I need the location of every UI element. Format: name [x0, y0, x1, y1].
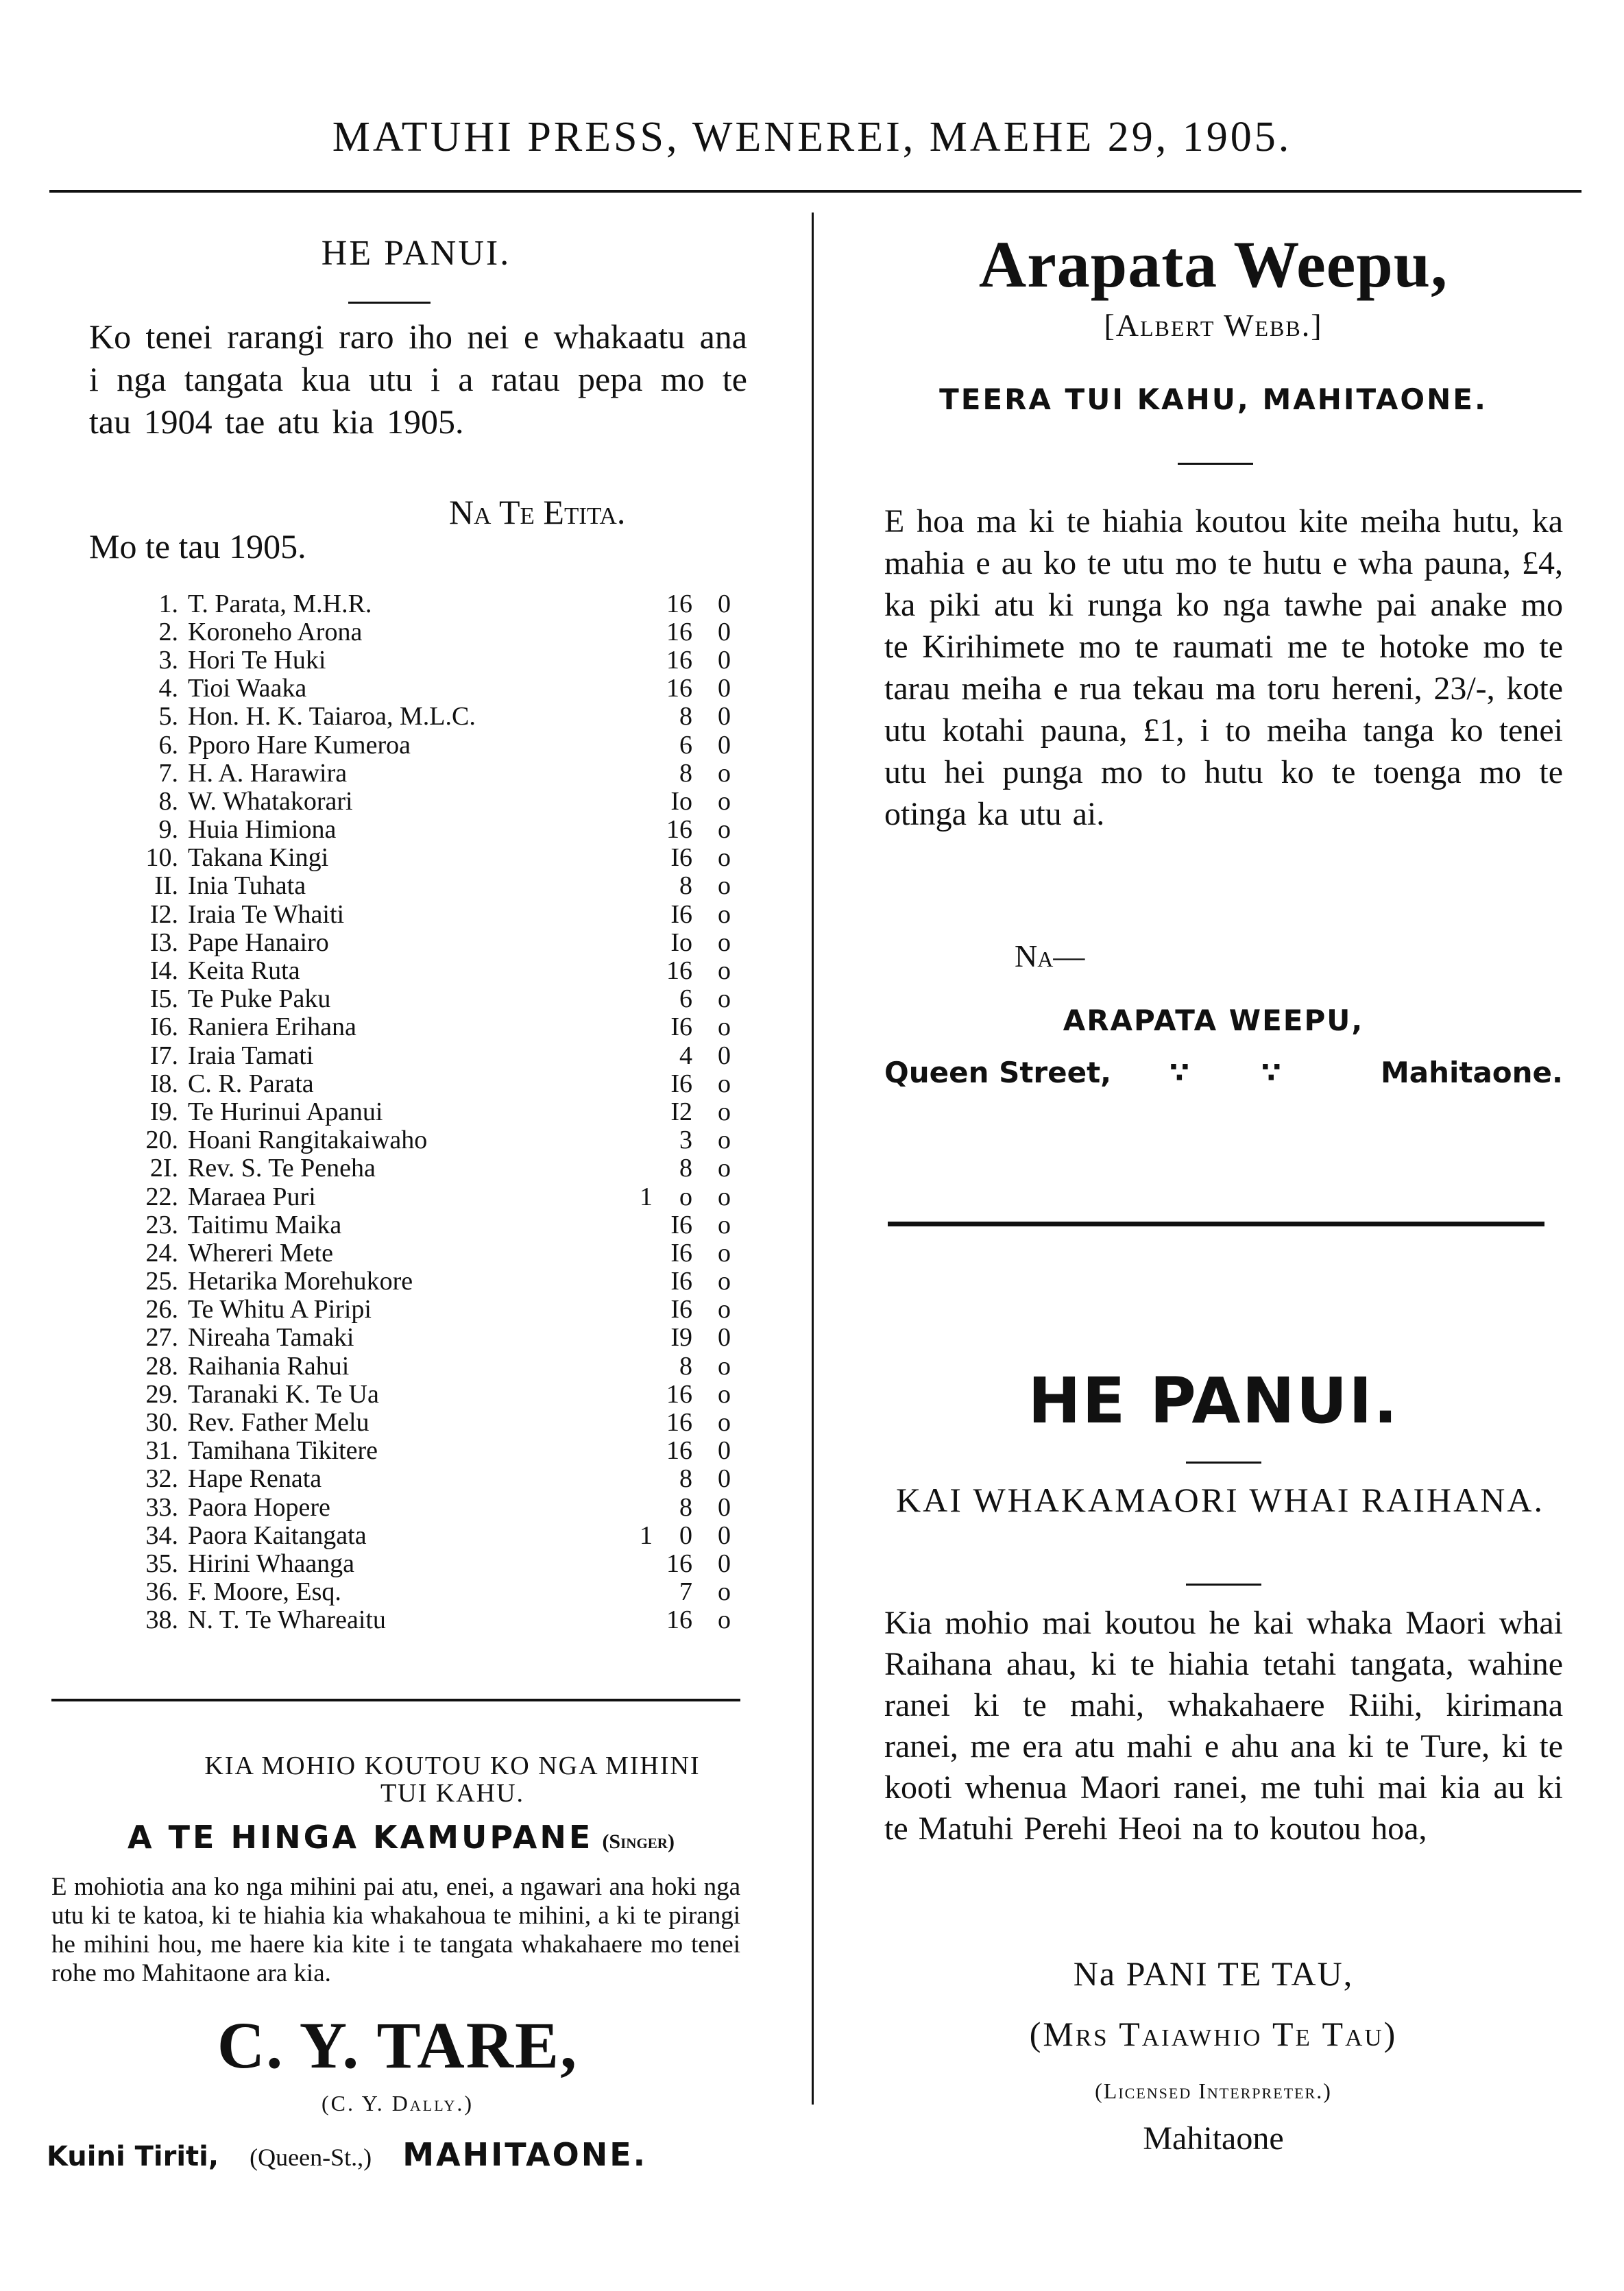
subscriber-row — [96, 703, 731, 731]
subscriber-pence: o — [718, 1379, 731, 1409]
subscriber-row — [96, 1408, 731, 1436]
subscriber-name: Iraia Te Whaiti — [188, 899, 345, 929]
subscriber-pounds — [620, 703, 653, 731]
subscriber-name: Pporo Hare Kumeroa — [188, 730, 411, 760]
subscriber-shillings: I6 — [670, 1238, 692, 1268]
subscriber-pounds — [620, 1465, 653, 1493]
subscriber-pounds — [620, 1154, 653, 1183]
interpreter-subtitle-rule — [1186, 1584, 1261, 1586]
subscriber-name: Koroneho Arona — [188, 617, 363, 646]
subscriber-name: Raihania Rahui — [188, 1351, 350, 1381]
subscriber-name: Maraea Puri — [188, 1182, 316, 1211]
tailor-trade: TEERA TUI KAHU, MAHITAONE. — [939, 383, 1488, 416]
subscriber-pence: o — [718, 1154, 731, 1183]
subscriber-shillings: I2 — [670, 1097, 692, 1126]
subscriber-shillings: 16 — [666, 589, 692, 618]
subscriber-row — [96, 1380, 731, 1408]
subscriber-shillings: I6 — [670, 1013, 692, 1042]
singer-town: MAHITAONE. — [402, 2136, 648, 2173]
subscriber-number: 24. — [145, 1238, 178, 1268]
subscriber-name: Te Puke Paku — [188, 984, 331, 1014]
subscriber-row — [96, 1126, 731, 1154]
subscriber-pence: 0 — [718, 1041, 731, 1070]
subscriber-row — [96, 1239, 731, 1267]
subscriber-pence: o — [718, 1605, 731, 1635]
tailor-name: Arapata Weepu, — [978, 228, 1449, 301]
subscriber-pounds — [620, 759, 653, 787]
title-rule — [348, 302, 431, 304]
subscriber-number: 33. — [145, 1492, 178, 1522]
subscriber-name: H. A. Harawira — [188, 758, 348, 788]
subscriber-pence: 0 — [718, 1492, 731, 1522]
subscriber-number: 7. — [158, 758, 178, 788]
tailor-signature: ARAPATA WEEPU, — [1063, 1004, 1364, 1037]
subscriber-number: 10. — [145, 843, 178, 873]
subscriber-shillings: I6 — [670, 1295, 692, 1324]
subscriber-pence: 0 — [718, 702, 731, 731]
interpreter-body: Kia mohio mai koutou he kai whaka Maori whai Raihana ahau, ki te hiahia tetahi tangata, wahine ranei ki te mahi, whakahaere Riihi, kirimana ranei, me era atu mahi e ahu ana ki te Ture, ki te kooti whenua Maori ranei, me tuhi mai kia au ki te Matuhi Perehi Heoi na to koutou hoa, — [884, 1605, 1563, 1847]
subscriber-pence: 0 — [718, 1436, 731, 1466]
subscriber-row — [96, 1211, 731, 1239]
subscriber-row — [96, 872, 731, 900]
subscriber-pounds: 1 — [640, 1182, 653, 1211]
year-heading: Mo te tau 1905. — [89, 527, 306, 566]
subscriber-name: Taranaki K. Te Ua — [188, 1379, 379, 1409]
subscriber-pence: 0 — [718, 1549, 731, 1578]
subscriber-name: Paora Kaitangata — [188, 1520, 367, 1550]
tailor-body: E hoa ma ki te hiahia koutou kite meiha hutu, ka mahia e au ko te utu mo te hutu e wha pauna, £4, ka piki atu ki runga ko nga tawhe pai anake mo te Kirihimete mo te raumati me te hotoke mo te tarau meiha e rua tekau ma toru hereni, 23/-, kote utu kotahi pauna, £1, i to meiha tanga ko tenei utu hei punga mo to hutu ko te toenga mo te otinga ka utu ai. — [884, 503, 1563, 832]
subscriber-number: 29. — [145, 1379, 178, 1409]
subscriber-number: I7. — [149, 1041, 178, 1070]
subscriber-pounds — [620, 1098, 653, 1126]
subscriber-number: I6. — [149, 1013, 178, 1042]
subscriber-number: 9. — [158, 815, 178, 845]
subscriber-pounds — [620, 956, 653, 984]
subscriber-pounds — [620, 1437, 653, 1465]
subscriber-pence: o — [718, 1267, 731, 1296]
subscriber-pounds — [620, 618, 653, 646]
interpreter-subtitle: KAI WHAKAMAORI WHAI RAIHANA. — [896, 1481, 1544, 1519]
subscriber-number: 27. — [145, 1323, 178, 1353]
subscriber-row — [96, 985, 731, 1013]
subscriber-row — [96, 1154, 731, 1183]
subscriber-row — [96, 1549, 731, 1577]
subscriber-number: I3. — [149, 928, 178, 957]
subscriber-pounds — [620, 1041, 653, 1069]
subscriber-name: Te Whitu A Piripi — [188, 1295, 372, 1324]
subscriber-shillings: 8 — [679, 871, 692, 901]
subscriber-pence: o — [718, 1577, 731, 1607]
tailor-dots-1: ∵ — [1169, 1056, 1189, 1089]
subscriber-pence: o — [718, 843, 731, 873]
subscriber-shillings: I6 — [670, 899, 692, 929]
subscriber-name: Rev. S. Te Peneha — [188, 1154, 376, 1183]
subscriber-pence: 0 — [718, 617, 731, 646]
subscriber-row — [96, 731, 731, 759]
subscriber-number: 32. — [145, 1464, 178, 1494]
subscriber-shillings: I9 — [670, 1323, 692, 1353]
subscriber-row — [96, 787, 731, 815]
subscriber-row — [96, 1437, 731, 1465]
subscriber-pounds — [620, 1268, 653, 1296]
subscriber-row — [96, 1296, 731, 1324]
subscriber-pounds — [620, 928, 653, 956]
subscriber-name: Taitimu Maika — [188, 1210, 342, 1239]
subscriber-name: Te Hurinui Apanui — [188, 1097, 383, 1126]
subscriber-name: Inia Tuhata — [188, 871, 306, 901]
subscriber-number: 38. — [145, 1605, 178, 1635]
subscriber-number: 6. — [158, 730, 178, 760]
subscriber-pence: o — [718, 984, 731, 1014]
subscriber-number: 35. — [145, 1549, 178, 1578]
subscriber-row — [96, 1183, 731, 1211]
subscriber-shillings: 16 — [666, 956, 692, 986]
singer-address — [47, 2136, 746, 2173]
subscriber-pence: o — [718, 1408, 731, 1438]
subscriber-shillings: 8 — [679, 1464, 692, 1494]
section-rule-left — [51, 1699, 740, 1701]
subscriber-pounds — [620, 1578, 653, 1606]
subscriber-pounds — [620, 1324, 653, 1352]
subscriber-name: Tioi Waaka — [188, 674, 307, 703]
subscriber-name: Whereri Mete — [188, 1238, 334, 1268]
subscriber-row — [96, 1578, 731, 1606]
subscriber-number: 30. — [145, 1408, 178, 1438]
subscriber-shillings: 16 — [666, 1549, 692, 1578]
subscriber-row — [96, 1013, 731, 1041]
subscriber-shillings: 8 — [679, 1351, 692, 1381]
subscriber-pounds — [620, 844, 653, 872]
singer-company-line — [82, 1819, 720, 1856]
subscriber-number: 28. — [145, 1351, 178, 1381]
subscriber-shillings: I6 — [670, 843, 692, 873]
subscriber-name: Rev. Father Melu — [188, 1408, 369, 1438]
subscriber-name: Raniera Erihana — [188, 1013, 356, 1042]
subscriber-shillings: 16 — [666, 1436, 692, 1466]
subscriber-name: Huia Himiona — [188, 815, 337, 845]
subscriber-name: Hirini Whaanga — [188, 1549, 355, 1578]
subscriber-shillings: I6 — [670, 1069, 692, 1098]
subscriber-shillings: 16 — [666, 815, 692, 845]
column-divider — [812, 213, 814, 2105]
subscriber-pence: o — [718, 1013, 731, 1042]
subscriber-number: 26. — [145, 1295, 178, 1324]
subscriber-name: Nireaha Tamaki — [188, 1323, 354, 1353]
subscriber-name: Paora Hopere — [188, 1492, 330, 1522]
subscriber-name: Hori Te Huki — [188, 645, 326, 675]
subscriber-pence: o — [718, 815, 731, 845]
subscriber-pounds — [620, 1296, 653, 1324]
subscriber-pence: o — [718, 1097, 731, 1126]
subscriber-pounds — [620, 1380, 653, 1408]
subscriber-row — [96, 1606, 731, 1634]
tailor-name-english: [Albert Webb.] — [1104, 308, 1323, 343]
tailor-dots-2: ∵ — [1261, 1056, 1281, 1089]
subscriber-pounds: 1 — [640, 1520, 653, 1550]
subscriber-pounds — [620, 816, 653, 844]
subscriber-row — [96, 1352, 731, 1380]
subscriber-number: 8. — [158, 786, 178, 816]
subscriber-shillings: 6 — [679, 730, 692, 760]
singer-agent: C. Y. TARE, — [217, 2009, 579, 2082]
subscriber-pence: o — [718, 899, 731, 929]
subscriber-shillings: 4 — [679, 1041, 692, 1070]
subscriber-shillings: 16 — [666, 674, 692, 703]
subscriber-row — [96, 759, 731, 787]
singer-agent-english: (C. Y. Dally.) — [321, 2091, 474, 2116]
subscriber-number: I4. — [149, 956, 178, 986]
subscriber-pounds — [620, 1549, 653, 1577]
subscriber-shillings: 8 — [679, 1492, 692, 1522]
subscriber-pence: o — [718, 871, 731, 901]
subscriber-number: I5. — [149, 984, 178, 1014]
subscriber-table — [96, 590, 731, 1634]
subscriber-shillings: Io — [670, 928, 692, 957]
subscriber-pounds — [620, 1211, 653, 1239]
subscriber-number: 1. — [158, 589, 178, 618]
subscriber-pounds — [620, 985, 653, 1013]
subscriber-shillings: Io — [670, 786, 692, 816]
subscriber-shillings: I6 — [670, 1210, 692, 1239]
subscriber-pence: o — [718, 1126, 731, 1155]
subscriber-pence: o — [718, 1182, 731, 1211]
subscriber-shillings: 3 — [679, 1126, 692, 1155]
subscriber-shillings: 16 — [666, 1408, 692, 1438]
subscriber-pence: 0 — [718, 589, 731, 618]
subscriber-number: 2I. — [149, 1154, 178, 1183]
subscriber-pounds — [620, 787, 653, 815]
masthead: MATUHI PRESS, WENEREI, MAEHE 29, 1905. — [332, 114, 1292, 160]
interpreter-title: HE PANUI. — [1028, 1364, 1399, 1438]
subscriber-row — [96, 816, 731, 844]
signed-text: Na Te Etita. — [449, 493, 626, 531]
subscriber-number: 34. — [145, 1520, 178, 1550]
subscriber-shillings: 16 — [666, 617, 692, 646]
subscriber-row — [96, 844, 731, 872]
subscriber-pence: o — [718, 1238, 731, 1268]
subscriber-name: W. Whatakorari — [188, 786, 353, 816]
subscriber-row — [96, 1268, 731, 1296]
subscriber-row — [96, 1465, 731, 1493]
notice-intro: Ko tenei rarangi raro iho nei e whakaatu ana i nga tangata kua utu i a ratau pepa mo te tau 1904 tae atu kia 1905. — [89, 317, 747, 441]
subscriber-number: 5. — [158, 702, 178, 731]
subscriber-shillings: 8 — [679, 702, 692, 731]
interpreter-place: Mahitaone — [1143, 2120, 1284, 2157]
subscriber-row — [96, 675, 731, 703]
subscriber-number: I9. — [149, 1097, 178, 1126]
subscriber-pounds — [620, 675, 653, 703]
subscriber-shillings: I6 — [670, 1267, 692, 1296]
subscriber-pounds — [620, 900, 653, 928]
subscriber-name: Iraia Tamati — [188, 1041, 314, 1070]
interpreter-english-name: (Mrs Taiawhio Te Tau) — [1029, 2015, 1398, 2053]
tailor-rule — [1178, 463, 1253, 465]
subscriber-shillings: 8 — [679, 758, 692, 788]
subscriber-number: II. — [154, 871, 178, 901]
subscriber-row — [96, 900, 731, 928]
subscriber-pounds — [620, 1069, 653, 1098]
subscriber-shillings: 6 — [679, 984, 692, 1014]
subscriber-pence: 0 — [718, 1520, 731, 1550]
tailor-town: Mahitaone. — [1380, 1056, 1563, 1089]
subscriber-number: 25. — [145, 1267, 178, 1296]
subscriber-shillings: 8 — [679, 1154, 692, 1183]
subscriber-pounds — [620, 1239, 653, 1267]
subscriber-pence: 0 — [718, 1464, 731, 1494]
subscriber-shillings: 16 — [666, 645, 692, 675]
subscriber-row — [96, 1069, 731, 1098]
subscriber-row — [96, 1041, 731, 1069]
subscriber-row — [96, 590, 731, 618]
subscriber-pence: o — [718, 1210, 731, 1239]
subscriber-row — [96, 956, 731, 984]
subscriber-number: I8. — [149, 1069, 178, 1098]
subscriber-row — [96, 1098, 731, 1126]
subscriber-pence: 0 — [718, 674, 731, 703]
subscriber-pence: o — [718, 1351, 731, 1381]
singer-company-note: (Singer) — [602, 1830, 675, 1853]
singer-street: Kuini Tiriti, — [47, 2141, 219, 2172]
notice-title: HE PANUI. — [321, 234, 511, 273]
subscriber-pence: o — [718, 1069, 731, 1098]
subscriber-row — [96, 928, 731, 956]
subscriber-name: Hoani Rangitakaiwaho — [188, 1126, 428, 1155]
subscriber-pence: o — [718, 758, 731, 788]
subscriber-row — [96, 618, 731, 646]
subscriber-number: 4. — [158, 674, 178, 703]
tailor-address — [884, 1056, 1563, 1089]
subscriber-pounds — [620, 731, 653, 759]
subscriber-row — [96, 646, 731, 674]
singer-company: A TE HINGA KAMUPANE — [128, 1819, 594, 1856]
tailor-signoff: Na— — [1015, 938, 1085, 973]
subscriber-number: 22. — [145, 1182, 178, 1211]
subscriber-shillings: o — [679, 1182, 692, 1211]
subscriber-pence: o — [718, 1295, 731, 1324]
subscriber-pounds — [620, 1352, 653, 1380]
subscriber-pounds — [620, 1126, 653, 1154]
subscriber-pounds — [620, 1013, 653, 1041]
subscriber-name: C. R. Parata — [188, 1069, 314, 1098]
subscriber-name: Takana Kingi — [188, 843, 329, 873]
subscriber-shillings: 0 — [679, 1520, 692, 1550]
subscriber-pounds — [620, 872, 653, 900]
subscriber-shillings: 7 — [679, 1577, 692, 1607]
tailor-street: Queen Street, — [884, 1056, 1112, 1089]
subscriber-row — [96, 1521, 731, 1549]
subscriber-pence: o — [718, 956, 731, 986]
subscriber-pence: o — [718, 786, 731, 816]
subscriber-name: Pape Hanairo — [188, 928, 329, 957]
notice-signed — [449, 492, 625, 532]
subscriber-name: Hape Renata — [188, 1464, 322, 1494]
subscriber-name: T. Parata, M.H.R. — [188, 589, 372, 618]
interpreter-title-rule — [1186, 1462, 1261, 1464]
section-rule-right — [888, 1222, 1544, 1226]
subscriber-name: Hon. H. K. Taiaroa, M.L.C. — [188, 702, 476, 731]
interpreter-licence: (Licensed Interpreter.) — [1095, 2078, 1332, 2103]
subscriber-number: 20. — [145, 1126, 178, 1155]
subscriber-number: 36. — [145, 1577, 178, 1607]
subscriber-number: 3. — [158, 645, 178, 675]
subscriber-pounds — [620, 590, 653, 618]
subscriber-name: F. Moore, Esq. — [188, 1577, 341, 1607]
subscriber-shillings: 16 — [666, 1379, 692, 1409]
subscriber-number: I2. — [149, 899, 178, 929]
subscriber-pence: 0 — [718, 645, 731, 675]
subscriber-number: 31. — [145, 1436, 178, 1466]
singer-body: E mohiotia ana ko nga mihini pai atu, enei, a ngawari ana hoki nga utu ki te katoa, ki te hiahia kia whakahoua te mihini, a ki te pirangi he mihini hou, me haere kia kite i te tangata whakahaere mo tenei rohe mo Mahitaone ara kia. — [51, 1873, 740, 1987]
subscriber-number: 23. — [145, 1210, 178, 1239]
singer-street-english: (Queen-St.,) — [250, 2144, 372, 2171]
subscriber-name: Keita Ruta — [188, 956, 300, 986]
subscriber-row — [96, 1324, 731, 1352]
subscriber-row — [96, 1493, 731, 1521]
masthead-rule — [49, 190, 1581, 193]
interpreter-signature: Na PANI TE TAU, — [1073, 1954, 1354, 1993]
subscriber-shillings: 16 — [666, 1605, 692, 1635]
subscriber-pence: o — [718, 928, 731, 957]
subscriber-pounds — [620, 1606, 653, 1634]
subscriber-name: Tamihana Tikitere — [188, 1436, 378, 1466]
subscriber-name: Hetarika Morehukore — [188, 1267, 413, 1296]
subscriber-pounds — [620, 646, 653, 674]
subscriber-pounds — [620, 1408, 653, 1436]
subscriber-name: N. T. Te Whareaitu — [188, 1605, 386, 1635]
subscriber-pence: 0 — [718, 1323, 731, 1353]
subscriber-pence: 0 — [718, 730, 731, 760]
subscriber-pounds — [620, 1493, 653, 1521]
singer-heading: KIA MOHIO KOUTOU KO NGA MIHINI TUI KAHU. — [204, 1751, 701, 1808]
subscriber-number: 2. — [158, 617, 178, 646]
